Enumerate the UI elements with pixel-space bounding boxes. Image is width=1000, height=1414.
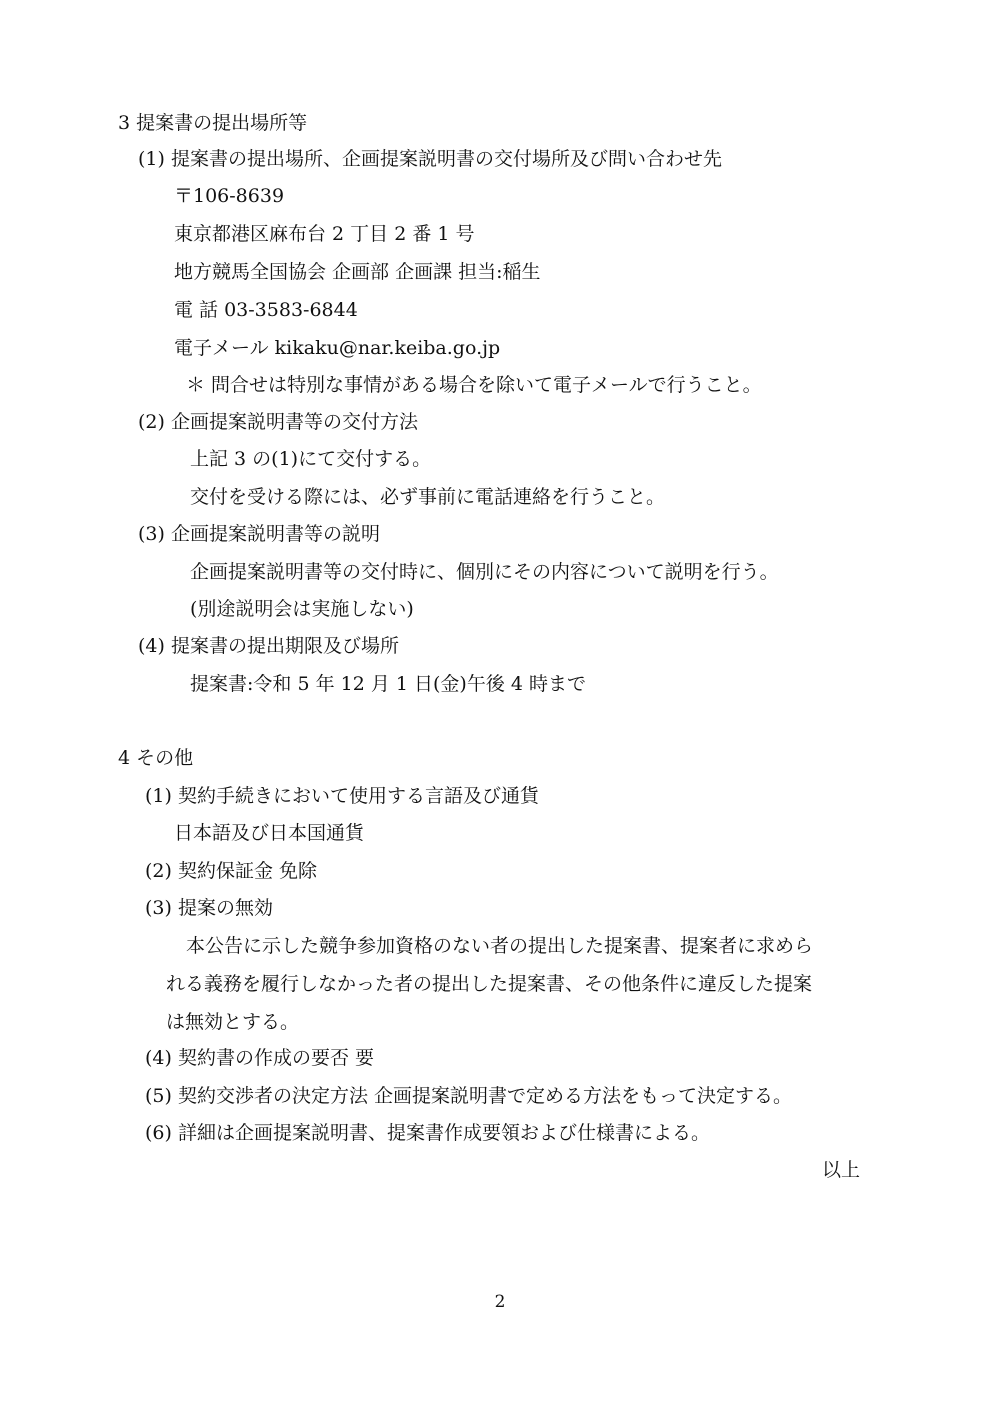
- section4-heading: 4 その他: [118, 747, 194, 769]
- section4-item1-title: (1) 契約手続きにおいて使用する言語及び通貨: [145, 785, 539, 807]
- section4-item5-title: (5) 契約交渉者の決定方法 企画提案説明書で定める方法をもって決定する。: [145, 1085, 792, 1107]
- section4-item3-line3: は無効とする。: [166, 1011, 300, 1033]
- inquiry-note: ＊ 問合せは特別な事情がある場合を除いて電子メールで行うこと。: [186, 374, 762, 396]
- page-number: 2: [494, 1292, 506, 1312]
- section4-item3-line2: れる義務を履行しなかった者の提出した提案書、その他条件に違反した提案: [166, 973, 813, 995]
- section4-item3-line1: 本公告に示した競争参加資格のない者の提出した提案書、提案者に求めら: [186, 935, 814, 957]
- section4-item3-title: (3) 提案の無効: [145, 897, 273, 919]
- closing-mark: 以上: [821, 1159, 860, 1181]
- section4-item6-title: (6) 詳細は企画提案説明書、提案書作成要領および仕様書による。: [145, 1122, 710, 1144]
- section3-item4-title: (4) 提案書の提出期限及び場所: [138, 635, 399, 657]
- section3-item3-line1: 企画提案説明書等の交付時に、個別にその内容について説明を行う。: [190, 561, 779, 583]
- address: 東京都港区麻布台 2 丁目 2 番 1 号: [174, 223, 475, 245]
- email-address: 電子メール kikaku@nar.keiba.go.jp: [174, 337, 501, 359]
- section4-item4-title: (4) 契約書の作成の要否 要: [145, 1047, 374, 1069]
- section3-item3-title: (3) 企画提案説明書等の説明: [138, 523, 380, 545]
- section4-item1-line1: 日本語及び日本国通貨: [174, 822, 365, 844]
- section3-item2-title: (2) 企画提案説明書等の交付方法: [138, 411, 418, 433]
- submission-deadline: 提案書:令和 5 年 12 月 1 日(金)午後 4 時まで: [190, 673, 586, 695]
- section3-item3-line2: (別途説明会は実施しない): [190, 598, 414, 620]
- section3-item2-line1: 上記 3 の(1)にて交付する。: [190, 448, 432, 470]
- section3-item2-line2: 交付を受ける際には、必ず事前に電話連絡を行うこと。: [190, 486, 666, 508]
- section3-heading: 3 提案書の提出場所等: [118, 112, 308, 134]
- section4-item2-title: (2) 契約保証金 免除: [145, 860, 317, 882]
- organization-contact: 地方競馬全国協会 企画部 企画課 担当:稲生: [174, 261, 541, 283]
- section3-item1-title: (1) 提案書の提出場所、企画提案説明書の交付場所及び問い合わせ先: [138, 148, 722, 170]
- postal-code: 〒106-8639: [174, 185, 285, 207]
- phone-number: 電 話 03-3583-6844: [174, 299, 358, 321]
